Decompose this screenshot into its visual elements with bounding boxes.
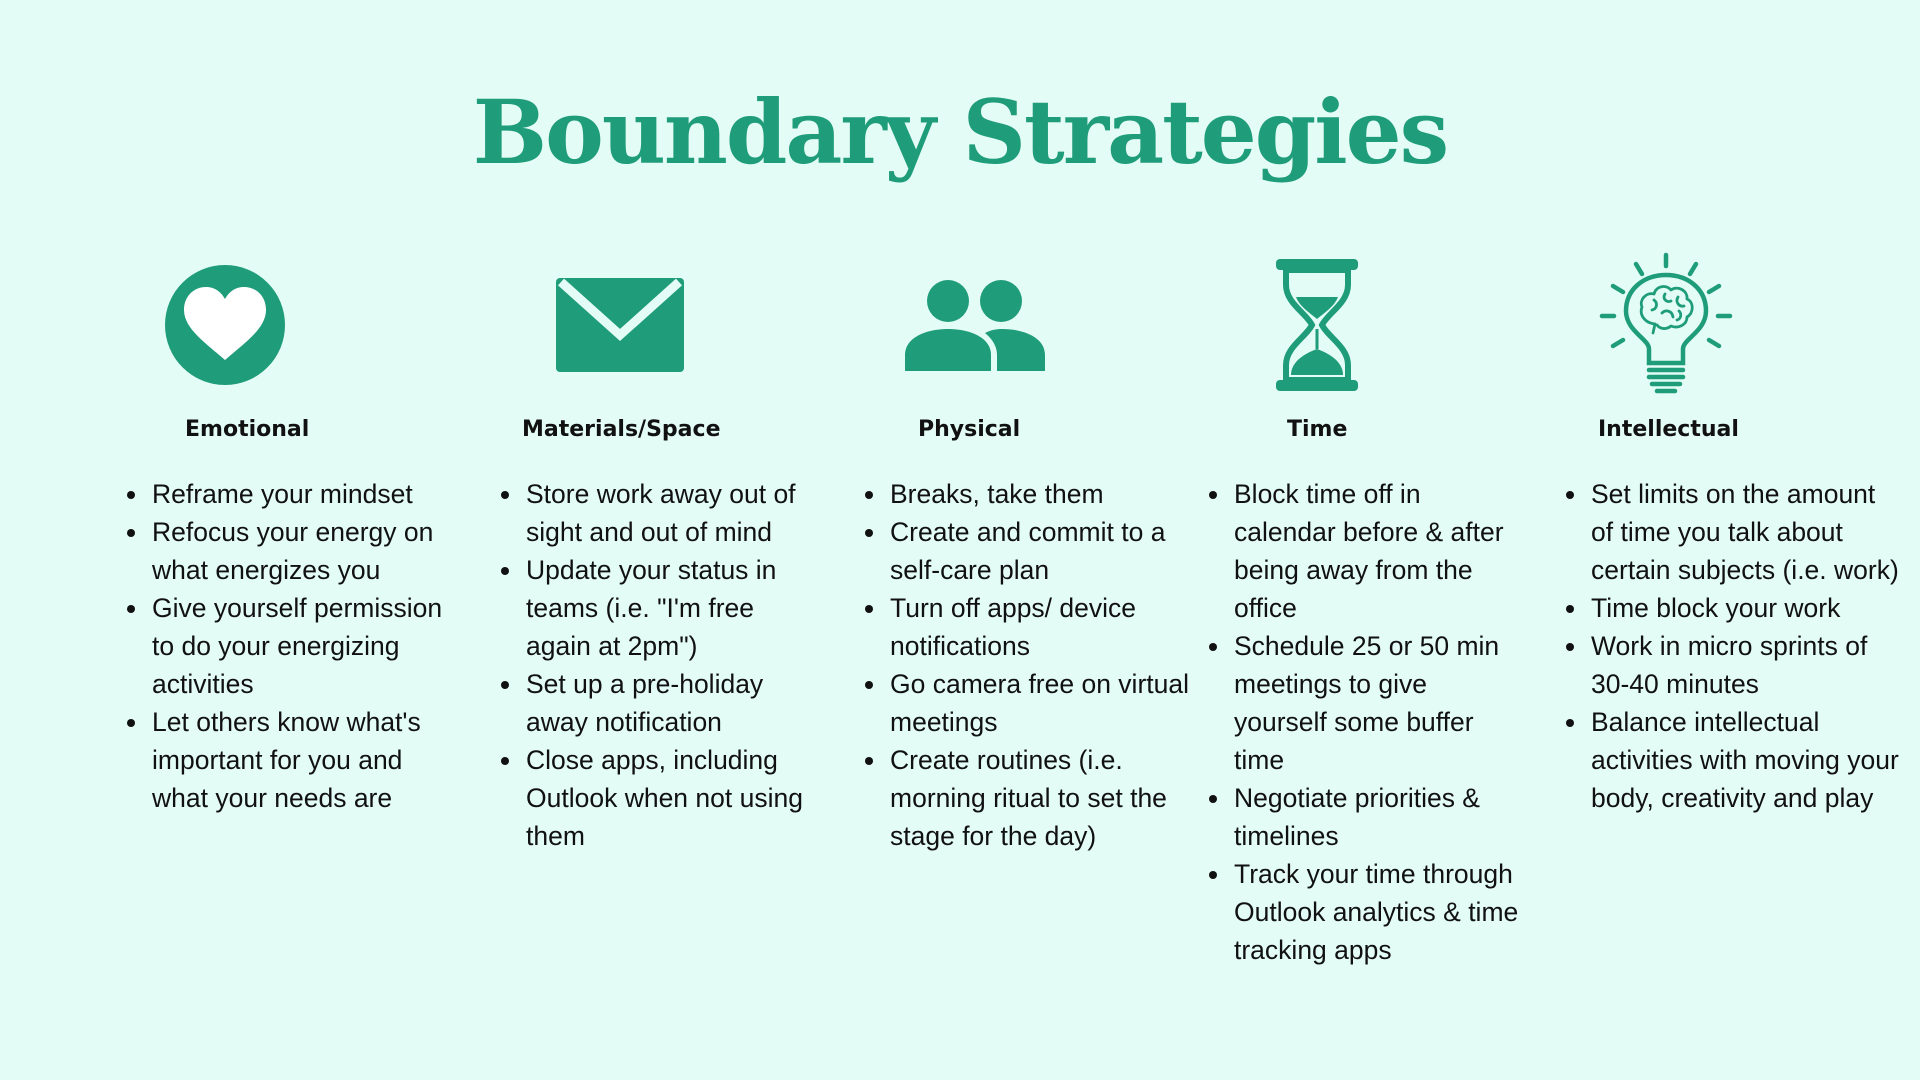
list-item: • Block time off in calendar before & after being away from the office [1232,475,1522,627]
list-item: • Close apps, including Outlook when not using them [524,741,824,855]
column-label-time: Time [1287,417,1348,442]
list-item: • Negotiate priorities & timelines [1232,779,1522,855]
list-item: • Set up a pre-holiday away notification [524,665,824,741]
list-item: • Set limits on the amount of time you talk about certain subjects (i.e. work) [1589,475,1904,589]
materials-space-list [500,475,824,855]
column-label-intellectual: Intellectual [1598,417,1739,442]
hourglass-icon [1242,250,1392,400]
list-item: • Store work away out of sight and out of mind [524,475,824,551]
list-item: • Balance intellectual activities with moving your body, creativity and play [1589,703,1904,817]
list-item: • Give yourself permission to do your energizing activities [150,589,460,703]
list-item: • Update your status in teams (i.e. "I'm free again at 2pm") [524,551,824,665]
list-item: • Schedule 25 or 50 min meetings to give yourself some buffer time [1232,627,1522,779]
list-item: • Time block your work [1589,589,1904,627]
list-item: • Track your time through Outlook analytics & time tracking apps [1232,855,1522,969]
list-item: • Breaks, take them [888,475,1198,513]
emotional-list [126,475,460,817]
list-item: • Let others know what's important for you and what your needs are [150,703,460,817]
intellectual-list [1565,475,1904,817]
physical-list [864,475,1198,855]
list-item: • Refocus your energy on what energizes you [150,513,460,589]
lightbulb-brain-icon [1591,250,1741,400]
list-item: • Create and commit to a self-care plan [888,513,1198,589]
list-item: • Create routines (i.e. morning ritual to set the stage for the day) [888,741,1198,855]
list-item: • Reframe your mindset [150,475,460,513]
envelope-icon [545,250,695,400]
list-item: • Work in micro sprints of 30-40 minutes [1589,627,1904,703]
column-label-emotional: Emotional [185,417,310,442]
list-item: • Turn off apps/ device notifications [888,589,1198,665]
people-icon [900,250,1050,400]
page-title: Boundary Strategies [472,80,1448,184]
list-item: • Go camera free on virtual meetings [888,665,1198,741]
heart-icon [150,250,300,400]
column-label-materials-space: Materials/Space [522,417,721,442]
time-list [1208,475,1522,969]
column-label-physical: Physical [918,417,1021,442]
